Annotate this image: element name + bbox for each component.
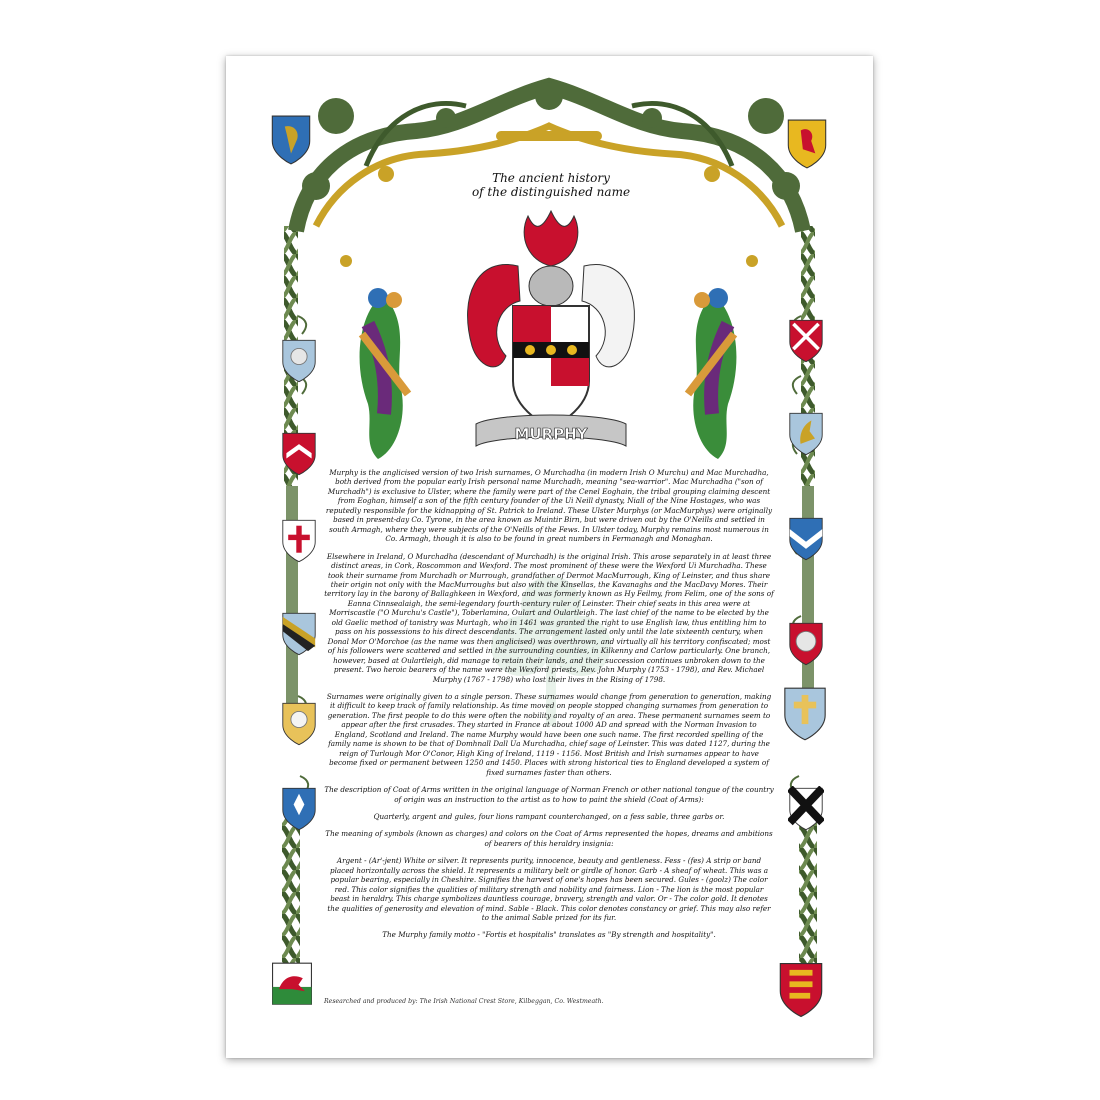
scotland-lion-shield (786, 118, 828, 170)
history-print (226, 56, 873, 1058)
paragraph-blazon: Quarterly, argent and gules, four lions rampant counterchanged, on a fess sable, three garbs or. (373, 811, 725, 821)
shield-left-2 (281, 338, 317, 384)
page-heading (456, 171, 646, 199)
left-beast-ornament (348, 284, 418, 464)
surname-banner-text: MURPHY (514, 425, 588, 443)
paragraph-origin: Murphy is the anglicised version of two Irish surnames, O Murchadha (in modern Irish O Murchu) and Mac Murchadha, both derived from the popular early Irish personal name Murchadh, meaning "sea-warrior". Mac Murchadha ("son of Murchadh") is exclusive to Ulster, where the family were part of the Cenel Eoghain, the tribal grouping claiming descent from Eoghan, himself a son of the fifth century founder of the Ui Neill dynasty, Niall of the Nine Hostages, who was reputedly responsible for the kidnapping of St. Patrick to Ireland. These Ulster Murphys (or MacMurphys) were originally based in present-day Co. Tyrone, in the area known as Muintir Birn, but were driven out by the O'Neills and settled in south Armagh, where they were subjects of the O'Neills of the Fews. In Ulster today, Murphy remains most numerous in Co. Armagh, though it is also to be found in great numbers in Fermanagh and Monaghan. (325, 468, 773, 544)
shield-left-7 (281, 786, 317, 832)
shield-right-2 (788, 318, 824, 364)
paragraph-wexford: Elsewhere in Ireland, O Murchadha (descendant of Murchadh) is the original Irish. This arose separately in at least three distinct areas, in Cork, Roscommon and Wexford. The most prominent of these were the Wexford Ui Murchadha. These took their surname from Murchadh or Murrough, grandfather of Dermot MacMurrough, King of Leinster, and thus share their origin not only with the MacMurroughs but also with the Kinsellas, the Kavanaghs and the MacDavy Mores. Their territory lay in the barony of Ballaghkeen in Wexford, and was formerly known as Hy Feilmy, from Felim, one of the sons of Eanna Cinnsealaigh, the semi-legendary fourth-century ruler of Leinster. Their chief seats in this area were at Morriscastle ("O Murchu's Castle"), Toberlamina, Oulart and Oulartleigh. The last chief of the name to be elected by the old Gaelic method of tanistry was Murtagh, who in 1461 was granted the right to use English law, thus entitling him to pass on his possessions to his direct descendants. The arrangement lasted only until the late sixteenth century, when Donal Mor O'Morchoe (as the name was then anglicised) was overthrown, and virtually all his territory confiscated; most of his followers were scattered and settled in the surrounding counties, in Kilkenny and Carlow particularly. One branch, however, based at Oulartleigh, did manage to retain their lands, and their succession continues unbroken down to the present. Two heroic bearers of the name were the Wexford priests, Rev. John Murphy (1753 - 1798), and Rev. Michael Murphy (1767 - 1798) who lost their lives in the Rising of 1798. (324, 551, 774, 684)
history-text (324, 468, 774, 948)
paragraph-symbols-intro: The meaning of symbols (known as charges) and colors on the Coat of Arms represented the hopes, dreams and ambitions of bearers of this heraldry insignia: (325, 829, 773, 848)
paragraph-surnames: Surnames were originally given to a single person. These surnames would change from generation to generation, making it difficult to keep track of family relationship. As time moved on people stopped changing surnames from generation to generation. The first people to do this were often the nobility and royalty of an area. These permanent surnames seem to appear after the first crusades. They started in France at about 1000 AD and spread with the Norman Invasion to England, Scotland and Ireland. The name Murphy would have been one such name. The first recorded spelling of the family name is shown to be that of Domhnall Dall Ua Murchadha, chief sage of Leinster. This was dated 1127, during the reign of Turlough Mor O'Conor, High King of Ireland, 1119 - 1156. Most British and Irish surnames appear to have become fixed or permanent between 1250 and 1450. Places with strong historical ties to England developed a system of fixed surnames faster than others. (326, 691, 772, 777)
shield-right-6 (782, 686, 828, 742)
paragraph-motto: The Murphy family motto - "Fortis et hospitalis" translates as "By strength and hospitality". (382, 930, 716, 940)
shield-right-3 (788, 411, 824, 457)
shield-left-3 (281, 431, 317, 477)
murphy-coat-of-arms (458, 206, 644, 456)
paragraph-blazon-intro: The description of Coat of Arms written in the original language of Norman French or other national tongue of the country of origin was an instruction to the artist as to how to paint the shield (Coat of Arms): (324, 785, 774, 804)
paragraph-symbols: Argent - (Ar'-jent) White or silver. It represents purity, innocence, beauty and gentleness. Fess - (fes) A strip or band placed horizontally across the shield. It represents a military belt or girdle of honor. Garb - A sheaf of wheat. This was a popular bearing, especially in Cheshire. Signifies the harvest of one's hopes has been secured. Gules - (goolz) The color red. This color signifies the qualities of military strength and nobility and fairness. Lion - The lion is the most popular beast in heraldry. This charge symbolizes dauntless courage, bravery, strength and valor. Or - The color gold. It denotes the qualities of generosity and elevation of mind. Sable - Black. This color denotes constancy or grief. This may also refer to the animal Sable prized for its fur. (327, 856, 771, 923)
ireland-harp-shield (270, 114, 312, 166)
wales-dragon-shield (270, 961, 314, 1015)
producer-credit: Researched and produced by: The Irish National Crest Store, Kilbeggan, Co. Westmeath. (324, 998, 604, 1005)
shield-right-7 (788, 786, 824, 832)
shield-left-6 (281, 701, 317, 747)
right-beast-ornament (678, 284, 748, 464)
red-plumes (524, 211, 578, 266)
heading-line-2: of the distinguished name (471, 185, 631, 199)
shield-right-5 (788, 621, 824, 667)
shield-left-4 (281, 518, 317, 564)
shield-left-5 (281, 611, 317, 657)
helmet (529, 266, 573, 306)
normandy-lions-shield (778, 961, 824, 1019)
heading-line-1: The ancient history (492, 171, 610, 185)
shield-right-4 (788, 516, 824, 562)
